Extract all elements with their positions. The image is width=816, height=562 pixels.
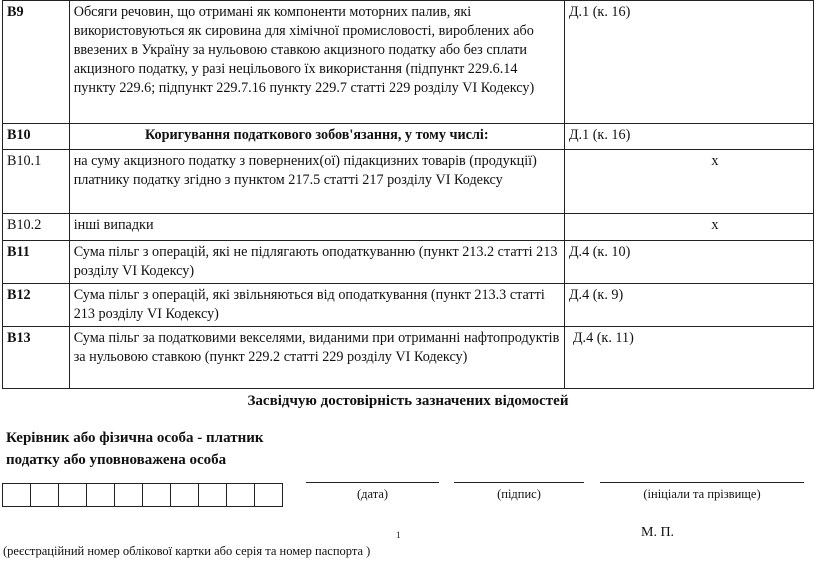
row-reference: х xyxy=(564,150,813,214)
row-reference: х xyxy=(564,214,813,241)
signer-line-2: податку або уповноважена особа xyxy=(6,452,227,468)
digit-cell[interactable] xyxy=(226,483,255,507)
digit-cell[interactable] xyxy=(86,483,115,507)
row-reference: Д.4 (к. 11) xyxy=(564,327,813,389)
registration-number-cells xyxy=(2,483,283,507)
table-row xyxy=(3,214,814,241)
row-reference: Д.1 (к. 16) xyxy=(564,124,813,150)
row-description: Сума пільг за податковими векселями, виданими при отриманні нафтопродуктів за нульовою ставкою (пункт 229.2 статті 229 розділу VI Кодексу) xyxy=(69,327,564,389)
row-code: В10 xyxy=(3,124,70,150)
signature-line[interactable] xyxy=(454,482,584,483)
digit-cell[interactable] xyxy=(2,483,31,507)
row-description: Сума пільг з операцій, які не підлягають оподаткуванню (пункт 213.2 статті 213 розділу VI Кодексу) xyxy=(69,241,564,284)
signer-heading xyxy=(6,427,326,471)
digit-cell[interactable] xyxy=(254,483,283,507)
small-mark: 1 xyxy=(396,530,401,540)
digit-cell[interactable] xyxy=(30,483,59,507)
signer-line-1: Керівник або фізична особа - платник xyxy=(6,430,264,446)
date-line[interactable] xyxy=(306,482,439,483)
declaration-table xyxy=(2,0,814,389)
row-reference: Д.1 (к. 16) xyxy=(564,1,813,124)
digit-cell[interactable] xyxy=(114,483,143,507)
digit-cell[interactable] xyxy=(198,483,227,507)
stamp-label: М. П. xyxy=(641,525,675,540)
row-code: В12 xyxy=(3,284,70,327)
row-description: на суму акцизного податку з повернених(ої) підакцизних товарів (продукції) платнику податку згідно з пунктом 217.5 статті 217 розділу VI Кодексу xyxy=(69,150,564,214)
row-description: інші випадки xyxy=(69,214,564,241)
table-row xyxy=(3,327,814,389)
row-reference: Д.4 (к. 10) xyxy=(564,241,813,284)
table-row xyxy=(3,241,814,284)
row-description: Обсяги речовин, що отримані як компоненти моторних палив, які використовуються як сировина для хімічної промисловості, вироблених або ввезених в Україну за нульовою ставкою акцизного податку або без сплати акцизного податку, у разі нецільового їх використання (підпункт 229.6.14 пункту 229.6; підпункт 229.7.16 пункту 229.7 статті 229 розділу VI Кодексу) xyxy=(69,1,564,124)
row-code: В10.1 xyxy=(3,150,70,214)
table-row xyxy=(3,124,814,150)
table-row xyxy=(3,284,814,327)
row-description: Сума пільг з операцій, які звільняються від оподаткування (пункт 213.3 статті 213 розділу VI Кодексу) xyxy=(69,284,564,327)
signature-label: (підпис) xyxy=(497,487,541,501)
initials-line[interactable] xyxy=(600,482,804,483)
row-code: В11 xyxy=(3,241,70,284)
digit-cell[interactable] xyxy=(170,483,199,507)
digit-cell[interactable] xyxy=(58,483,87,507)
certification-heading: Засвідчую достовірність зазначених відомостей xyxy=(247,393,569,409)
row-code: В9 xyxy=(3,1,70,124)
registration-note: (реєстраційний номер облікової картки або серія та номер паспорта ) xyxy=(3,544,371,558)
digit-cell[interactable] xyxy=(142,483,171,507)
row-description: Коригування податкового зобов'язання, у тому числі: xyxy=(69,124,564,150)
date-label: (дата) xyxy=(356,487,389,501)
row-code: В10.2 xyxy=(3,214,70,241)
row-reference: Д.4 (к. 9) xyxy=(564,284,813,327)
row-code: В13 xyxy=(3,327,70,389)
table-row xyxy=(3,1,814,124)
table-row xyxy=(3,150,814,214)
initials-label: (ініціали та прізвище) xyxy=(643,487,761,501)
